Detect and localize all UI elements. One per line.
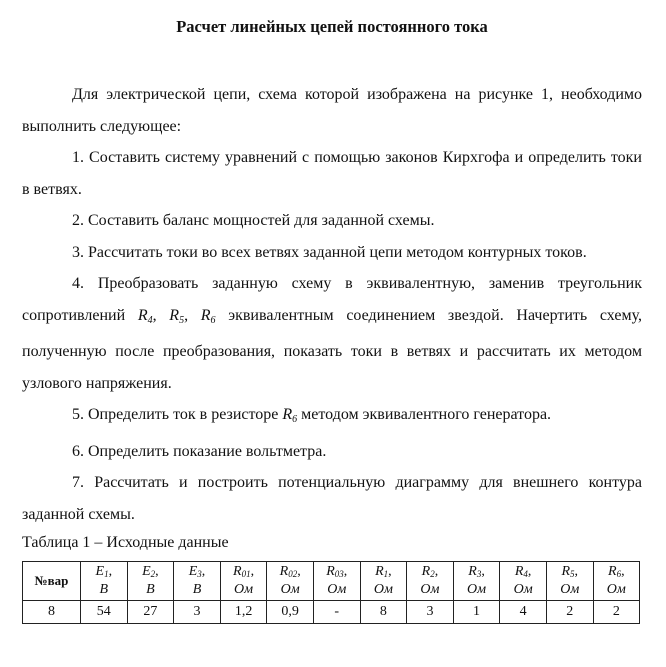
header-unit: Ом	[560, 582, 580, 597]
task-5-text-b: методом эквивалентного генератора.	[297, 406, 552, 423]
task-4	[22, 268, 642, 399]
header-unit: В	[99, 582, 109, 597]
table-header-cell: $R_1$, Ом	[360, 562, 407, 601]
table-cell: 2	[593, 601, 640, 624]
header-symbol: R	[233, 564, 242, 579]
table-cell: 0,9	[267, 601, 314, 624]
header-subscript: 3	[197, 569, 202, 579]
table-header-cell: $R_{01}$, Ом	[220, 562, 267, 601]
table-cell: 2	[546, 601, 593, 624]
header-subscript: 3	[476, 569, 482, 579]
separator: ,	[184, 306, 201, 324]
task-4-text-a: 4. Преобразовать заданную схему в эквивалентную, заменив треугольник сопротивлений	[22, 275, 642, 324]
header-symbol: E	[142, 564, 151, 579]
header-subscript: 5	[570, 569, 575, 579]
separator: ,	[152, 306, 170, 324]
task-1: 1. Составить систему уравнений с помощью законов Кирхгофа и определить токи в ветвях.	[22, 149, 642, 198]
header-unit: Ом	[420, 582, 440, 597]
header-symbol: R	[421, 564, 431, 579]
task-5-text-a: 5. Определить ток в резисторе	[72, 406, 283, 423]
table-header-cell: $E_2$, В	[127, 562, 174, 601]
table-cell: 1	[453, 601, 500, 624]
header-symbol: E	[95, 564, 105, 579]
task-6: 6. Определить показание вольтметра.	[72, 442, 327, 460]
table-header-row	[23, 562, 640, 601]
table-header-cell: $E_1$, В	[81, 562, 128, 601]
document-title: Расчет линейных цепей постоянного тока	[176, 17, 488, 36]
header-subscript: 6	[616, 569, 622, 579]
task-2: 2. Составить баланс мощностей для заданной схемы.	[72, 212, 435, 229]
header-unit: Ом	[280, 582, 300, 597]
table-header-cell: $E_3$, В	[174, 562, 221, 601]
header-symbol: R	[561, 564, 571, 579]
header-unit: Ом	[234, 582, 254, 597]
r-symbol: R	[200, 306, 211, 324]
header-symbol: R	[468, 564, 477, 579]
r-subscript: 6	[292, 414, 298, 425]
r-subscript: 5	[179, 314, 185, 326]
r-symbol: R	[169, 306, 180, 324]
header-subscript: 01	[241, 569, 251, 579]
table-cell: 54	[81, 601, 128, 624]
header-subscript: 2	[430, 569, 435, 579]
table-row	[23, 601, 640, 624]
table-cell: 8	[23, 601, 81, 624]
header-unit: В	[192, 582, 202, 597]
table-cell: 1,2	[220, 601, 267, 624]
header-unit: В	[146, 582, 155, 597]
table-cell: -	[313, 601, 360, 624]
header-unit: Ом	[467, 582, 487, 597]
header-subscript: 1	[104, 569, 109, 579]
table-header-cell: №вар	[23, 562, 81, 601]
header-subscript: 2	[150, 569, 156, 579]
table-cell: 8	[360, 601, 407, 624]
intro-paragraph: Для электрической цепи, схема которой изображена на рисунке 1, необходимо выполнить следующее:	[22, 86, 642, 135]
table-header-cell: $R_3$, Ом	[453, 562, 500, 601]
r-subscript: 4	[147, 314, 153, 326]
data-table	[22, 561, 640, 624]
table-caption: Таблица 1 – Исходные данные	[22, 534, 229, 551]
header-symbol: R	[326, 564, 335, 579]
table-cell: 3	[174, 601, 221, 624]
task-text	[22, 79, 642, 530]
header-symbol: R	[375, 564, 384, 579]
table-cell: 3	[407, 601, 454, 624]
r-symbol: R	[137, 306, 148, 324]
header-symbol: R	[279, 564, 289, 579]
task-5	[22, 399, 642, 436]
table-header-cell: $R_{03}$, Ом	[313, 562, 360, 601]
table-header-cell: $R_5$, Ом	[546, 562, 593, 601]
header-symbol: R	[608, 564, 617, 579]
header-subscript: 1	[383, 569, 389, 579]
table-cell: 27	[127, 601, 174, 624]
header-symbol: E	[188, 564, 198, 579]
table-header-cell: $R_{02}$, Ом	[267, 562, 314, 601]
header-symbol: R	[514, 564, 524, 579]
header-unit: Ом	[513, 582, 533, 597]
header-subscript: 02	[288, 569, 298, 579]
table-header-cell: $R_2$, Ом	[407, 562, 454, 601]
r-symbol: R	[282, 406, 293, 423]
header-unit: Ом	[327, 582, 347, 597]
task-4-text-b: эквивалентным соединением звездой. Начертить схему, полученную после преобразования, показать токи в ветвях и рассчитать их методом узлового напряжения.	[22, 306, 643, 392]
header-subscript: 03	[334, 569, 344, 579]
table-header-cell: $R_4$, Ом	[500, 562, 547, 601]
header-unit: Ом	[373, 582, 393, 597]
header-unit: Ом	[606, 582, 626, 597]
header-subscript: 4	[523, 569, 528, 579]
table-cell: 4	[500, 601, 547, 624]
r-subscript: 6	[210, 314, 216, 326]
task-7: 7. Рассчитать и построить потенциальную диаграмму для внешнего контура заданной схемы.	[22, 474, 642, 523]
table-header-cell: $R_6$, Ом	[593, 562, 640, 601]
task-3: 3. Рассчитать токи во всех ветвях заданной цепи методом контурных токов.	[72, 243, 587, 261]
